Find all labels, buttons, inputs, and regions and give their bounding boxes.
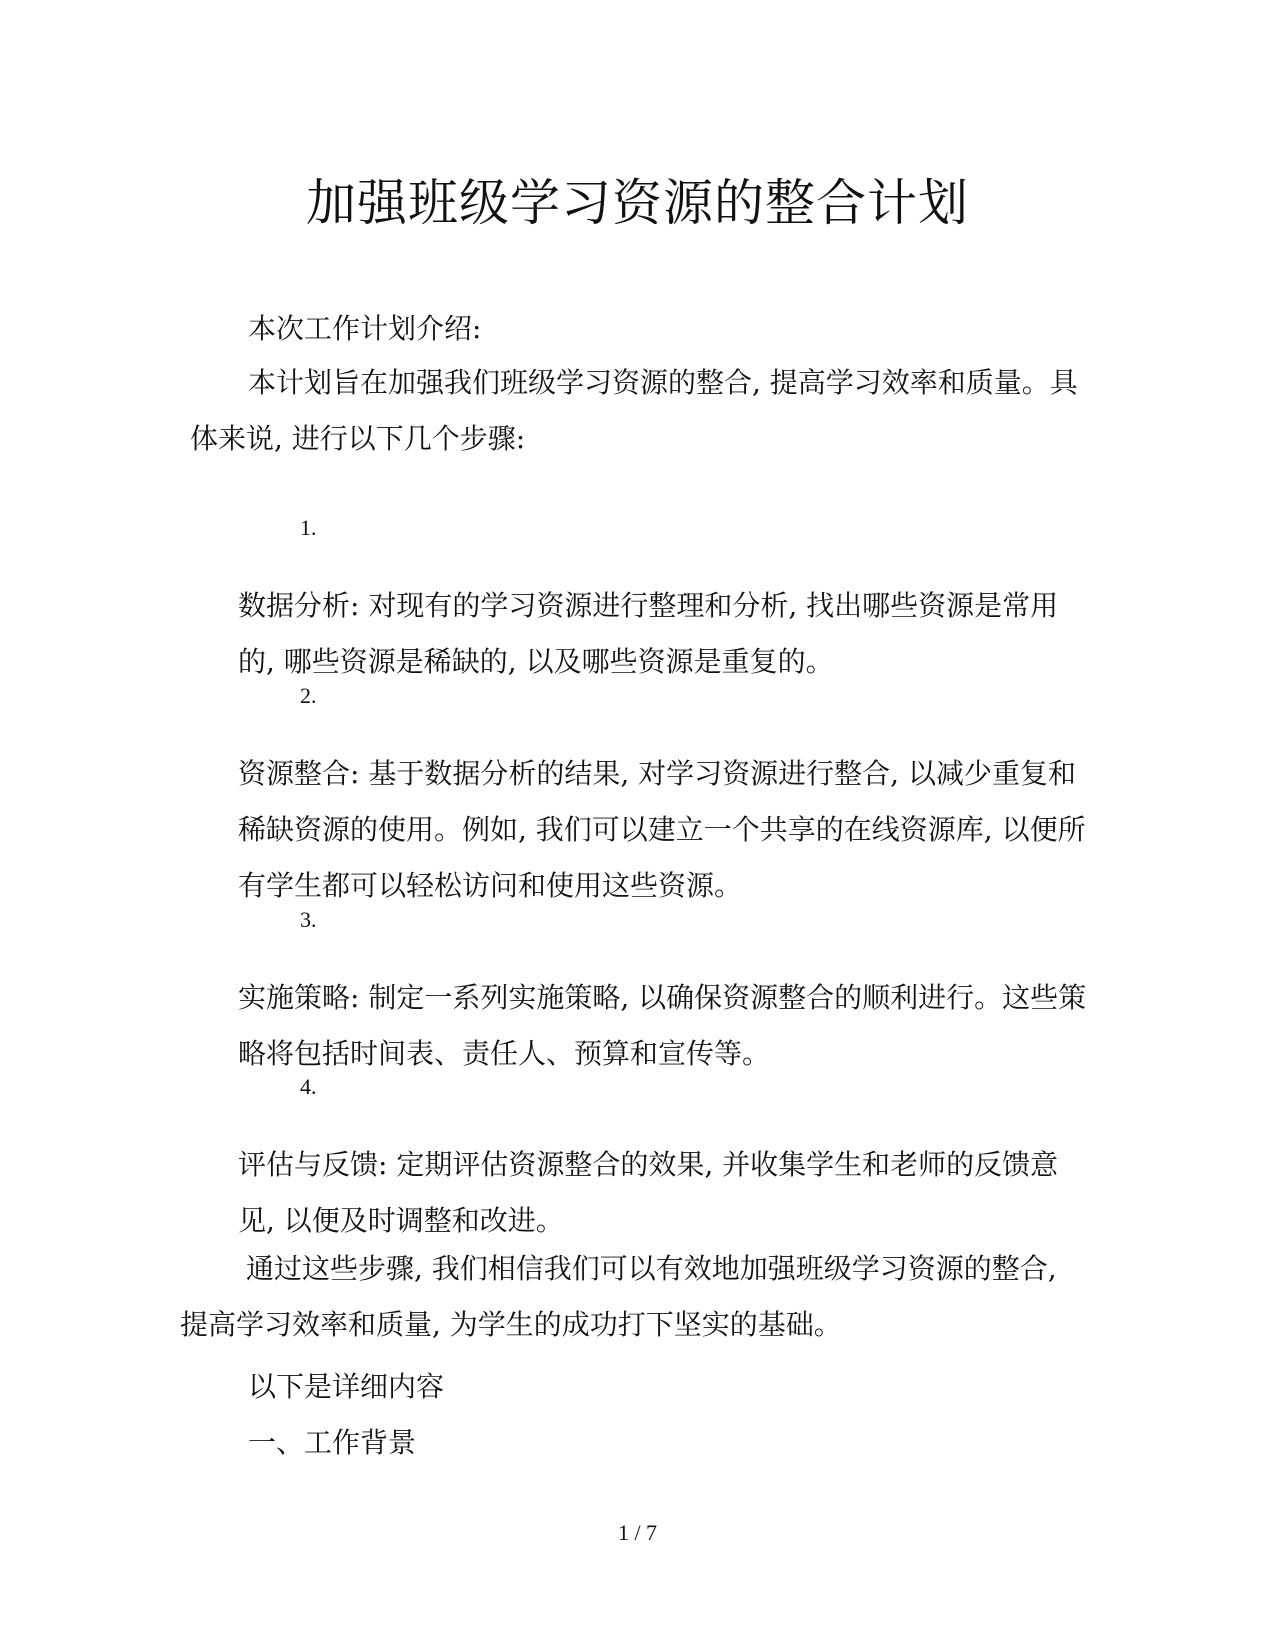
step-number: 2. xyxy=(300,683,317,708)
step-number: 1. xyxy=(300,515,317,540)
details-label: 以下是详细内容 xyxy=(248,1370,445,1403)
intro-body: 本计划旨在加强我们班级学习资源的整合, 提高学习效率和质量。具体来说, 进行以下几个步骤: xyxy=(190,366,1078,455)
step-text: 资源整合: 基于数据分析的结果, 对学习资源进行整合, 以减少重复和稀缺资源的使用。例如, 我们可以建立一个共享的在线资源库, 以便所有学生都可以轻松访问和使用这些资源。 xyxy=(238,757,1086,902)
document-title: 加强班级学习资源的整合计划 xyxy=(306,174,969,232)
section-heading: 一、工作背景 xyxy=(248,1426,417,1459)
intro-label: 本次工作计划介绍: xyxy=(248,312,482,345)
step-number: 3. xyxy=(300,907,317,932)
page-number: 1 / 7 xyxy=(617,1520,658,1545)
conclusion-paragraph: 通过这些步骤, 我们相信我们可以有效地加强班级学习资源的整合, 提高学习效率和质量, 为学生的成功打下坚实的基础。 xyxy=(180,1252,1057,1341)
step-text: 评估与反馈: 定期评估资源整合的效果, 并收集学生和老师的反馈意见, 以便及时调整和改进。 xyxy=(238,1148,1059,1237)
step-number: 4. xyxy=(300,1074,317,1099)
step-text: 实施策略: 制定一系列实施策略, 以确保资源整合的顺利进行。这些策略将包括时间表、责任人、预算和宣传等。 xyxy=(238,981,1087,1070)
step-text: 数据分析: 对现有的学习资源进行整理和分析, 找出哪些资源是常用的, 哪些资源是稀缺的, 以及哪些资源是重复的。 xyxy=(238,589,1059,678)
